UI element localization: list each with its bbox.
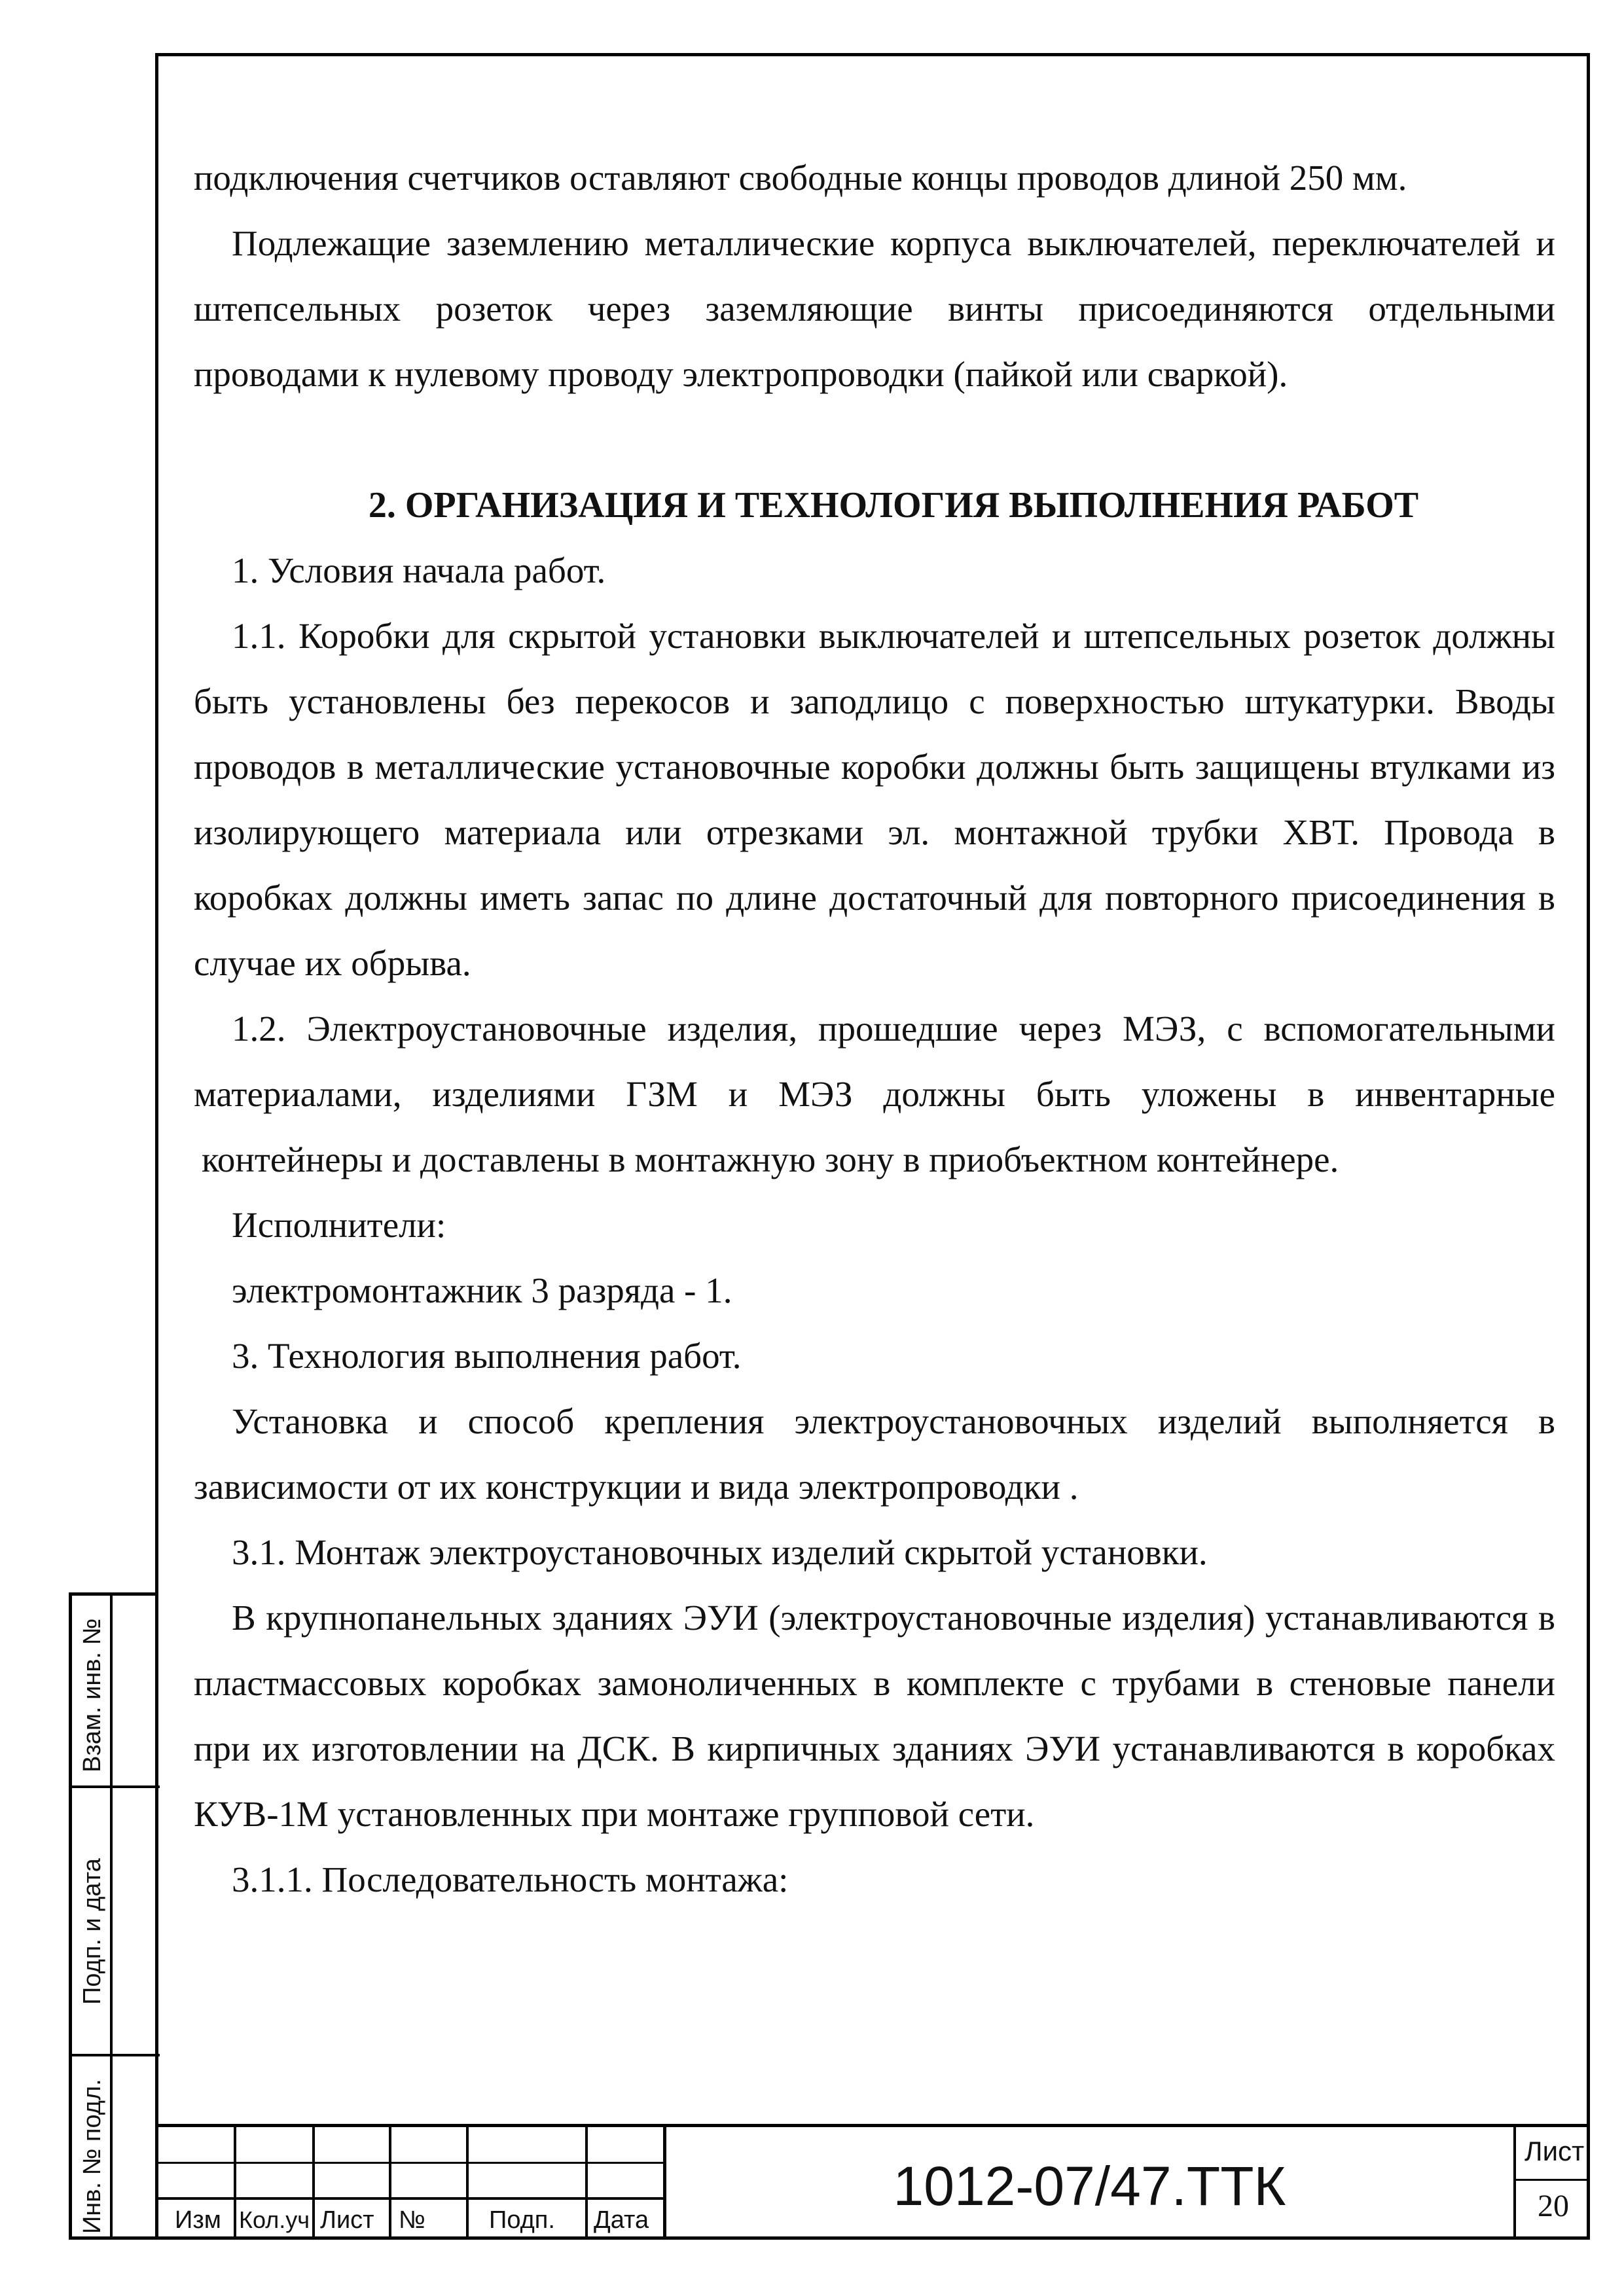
paragraph: 1. Условия начала работ.: [232, 550, 606, 590]
paragraph: 1.2. Электроустановочные изделия, прошедшие через МЭЗ, с вспомогательными материалами, изделиями ГЗМ и МЭЗ должны быть уложены в инвентарные: [194, 1009, 1555, 1114]
paragraph: электромонтажник 3 разряда - 1.: [232, 1270, 732, 1310]
stamp-no: №: [399, 2206, 425, 2234]
paragraph: Установка и способ крепления электроустановочных изделий выполняется в зависимости от их конструкции и вида электропроводки .: [194, 1401, 1555, 1507]
side-stamp: [69, 1592, 156, 2240]
section-heading: 2. ОРГАНИЗАЦИЯ И ТЕХНОЛОГИЯ ВЫПОЛНЕНИЯ РАБОТ: [368, 485, 1419, 526]
stamp-data: Дата: [594, 2206, 649, 2234]
paragraph: 1.1. Коробки для скрытой установки выключателей и штепсельных розеток должны быть установлены без перекосов и заподлицо с поверхностью штукатурки. Вводы проводов в металлические установочные коробки должны быть защищены втулками из изолирующего материала или отрезками эл. монтажной трубки ХВТ. Провода в коробках должны иметь запас по длине достаточный для повторного присоединения в случае их обрыва.: [194, 616, 1555, 983]
stamp-izm: Изм: [175, 2206, 221, 2234]
paragraph: Подлежащие заземлению металлические корпуса выключателей, переключателей и штепсельных розеток через заземляющие винты присоединяются отдельными проводами к нулевому проводу электропроводки (пайкой или сваркой).: [194, 223, 1555, 394]
paragraph: 3. Технология выполнения работ.: [232, 1336, 742, 1376]
side-label-podp: Подп. и дата: [79, 1858, 106, 2005]
stamp-list: Лист: [320, 2206, 374, 2234]
paragraph: контейнеры и доставлены в монтажную зону в приобъектном контейнере.: [202, 1139, 1339, 1179]
document-body: [194, 145, 1555, 1912]
paragraph: В крупнопанельных зданиях ЭУИ (электроустановочные изделия) устанавливаются в пластмассовых коробках замоноличенных в комплекте с трубами в стеновые панели при их изготовлении на ДСК. В кирпичных зданиях ЭУИ устанавливаются в коробках КУВ-1М установленных при монтаже групповой сети.: [194, 1598, 1555, 1834]
sheet-number: 20: [1538, 2189, 1569, 2223]
side-label-inv: Инв. № подл.: [79, 2079, 106, 2234]
paragraph: подключения счетчиков оставляют свободные концы проводов длиной 250 мм.: [194, 158, 1407, 198]
paragraph: 3.1. Монтаж электроустановочных изделий скрытой установки.: [232, 1532, 1208, 1572]
stamp-podp: Подп.: [489, 2206, 555, 2234]
paragraph: Исполнители:: [232, 1205, 446, 1245]
sheet-label: Лист: [1525, 2136, 1585, 2166]
document-code: 1012-07/47.ТТК: [893, 2155, 1286, 2217]
stamp-kolu: Кол.уч: [239, 2206, 310, 2233]
title-block: [155, 2124, 1590, 2240]
side-label-vzam: Взам. инв. №: [79, 1618, 106, 1772]
paragraph: 3.1.1. Последовательность монтажа:: [232, 1859, 789, 1899]
